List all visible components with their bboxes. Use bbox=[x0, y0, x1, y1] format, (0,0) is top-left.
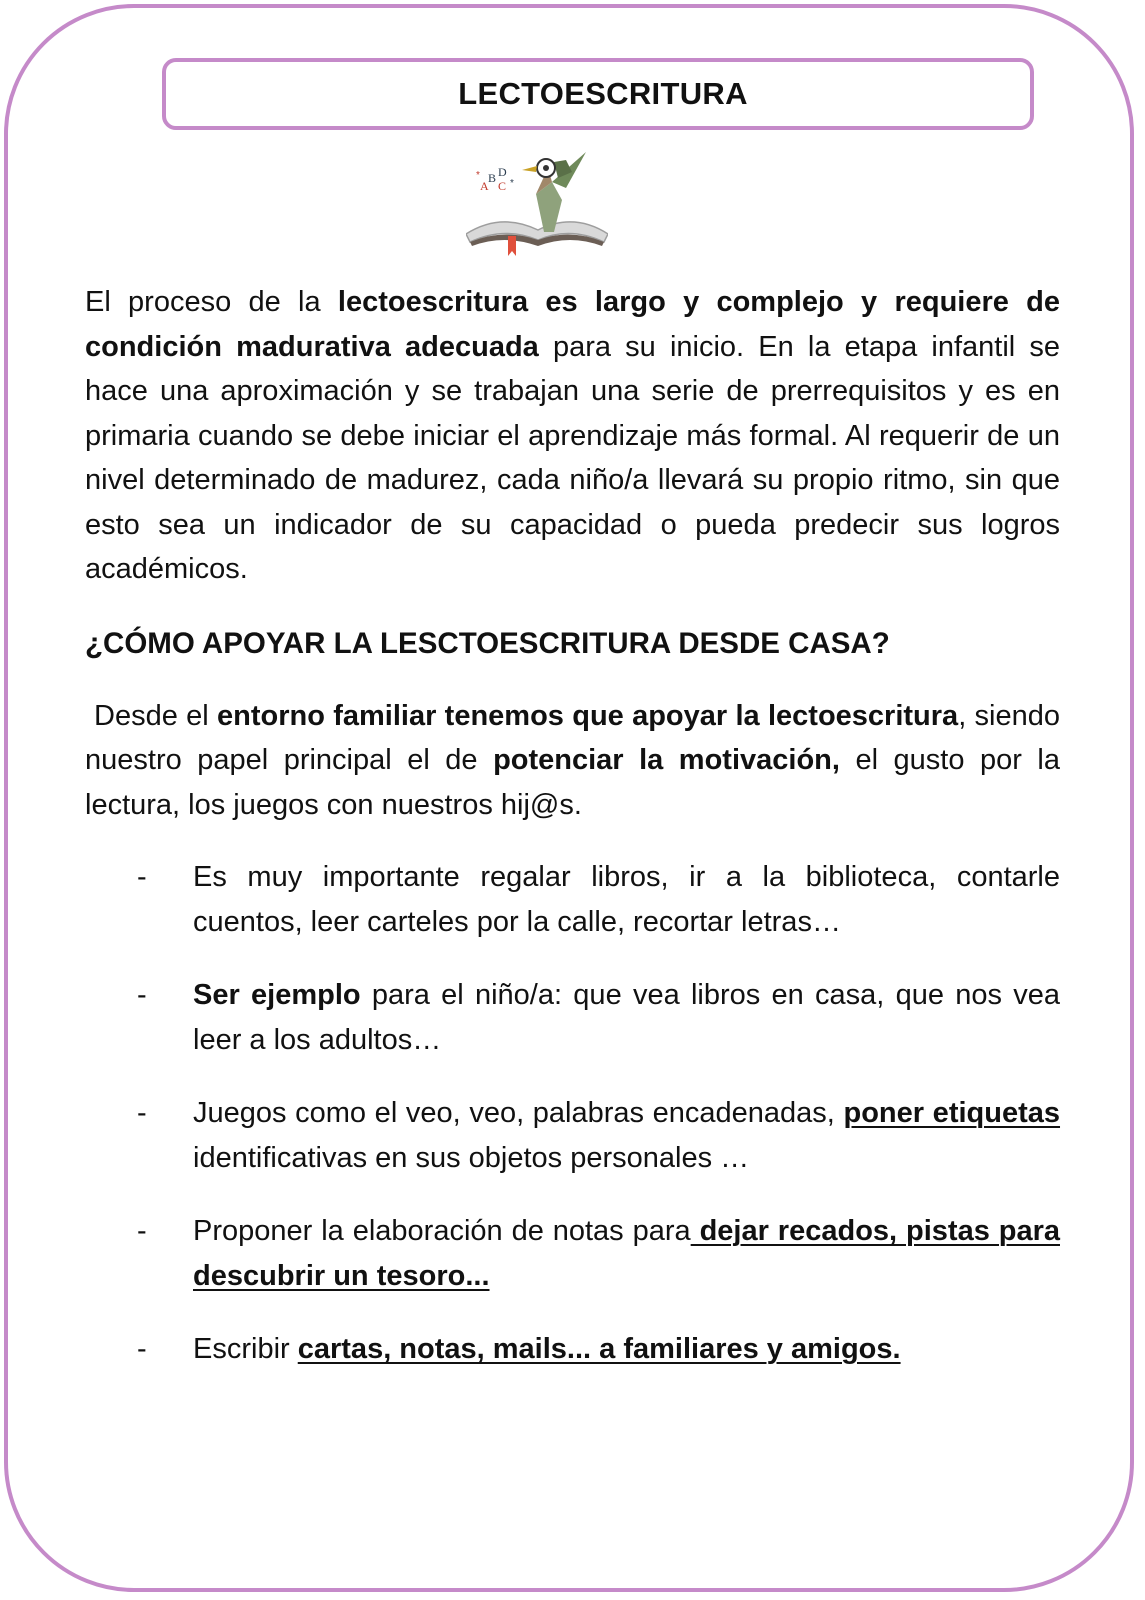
title-box bbox=[162, 58, 1034, 130]
intro-paragraph: El proceso de la lectoescritura es largo y complejo y requiere de condición madurativa adecuada para su inicio. En la etapa infantil se hace una aproximación y se trabajan una serie de prerrequisitos y es en primaria cuando se debe iniciar el aprendizaje más formal. Al requerir de un nivel determinado de madurez, cada niño/a llevará su propio ritmo, sin que esto sea un indicador de su capacidad o pueda predecir sus logros académicos. bbox=[85, 286, 1060, 585]
tips-list bbox=[85, 855, 1060, 1372]
page-title: LECTOESCRITURA bbox=[458, 76, 748, 111]
star-icon: * bbox=[510, 178, 514, 189]
logo-letter-a: A bbox=[480, 179, 489, 193]
star-icon: * bbox=[476, 170, 480, 181]
list-item: - Es muy importante regalar libros, ir a la biblioteca, contarle cuentos, leer carteles por la calle, recortar letras… bbox=[85, 855, 1060, 944]
logo-letter-d: D bbox=[498, 165, 507, 179]
list-item: - Ser ejemplo para el niño/a: que vea libros en casa, que nos vea leer a los adultos… bbox=[85, 973, 1060, 1062]
list-dash: - bbox=[137, 1333, 147, 1365]
list-item: - Juegos como el veo, veo, palabras encadenadas, poner etiquetas identificativas en sus objetos personales … bbox=[85, 1091, 1060, 1180]
list-item: - Proponer la elaboración de notas para dejar recados, pistas para descubrir un tesoro... bbox=[85, 1209, 1060, 1298]
list-dash: - bbox=[137, 979, 147, 1011]
section-heading: ¿CÓMO APOYAR LA LESCTOESCRITURA DESDE CASA? bbox=[85, 626, 890, 660]
main-content bbox=[85, 280, 1060, 1401]
bird-reading-book-icon bbox=[466, 142, 608, 262]
list-item: - Escribir cartas, notas, mails... a familiares y amigos. bbox=[85, 1327, 1060, 1372]
logo-letter-c: C bbox=[498, 179, 507, 193]
list-dash: - bbox=[137, 1097, 147, 1129]
list-dash: - bbox=[137, 861, 147, 893]
logo-letter-b: B bbox=[488, 171, 497, 185]
list-dash: - bbox=[137, 1215, 147, 1247]
family-paragraph: Desde el entorno familiar tenemos que apoyar la lectoescritura, siendo nuestro papel principal el de potenciar la motivación, el gusto por la lectura, los juegos con nuestros hij@s. bbox=[85, 699, 1060, 821]
